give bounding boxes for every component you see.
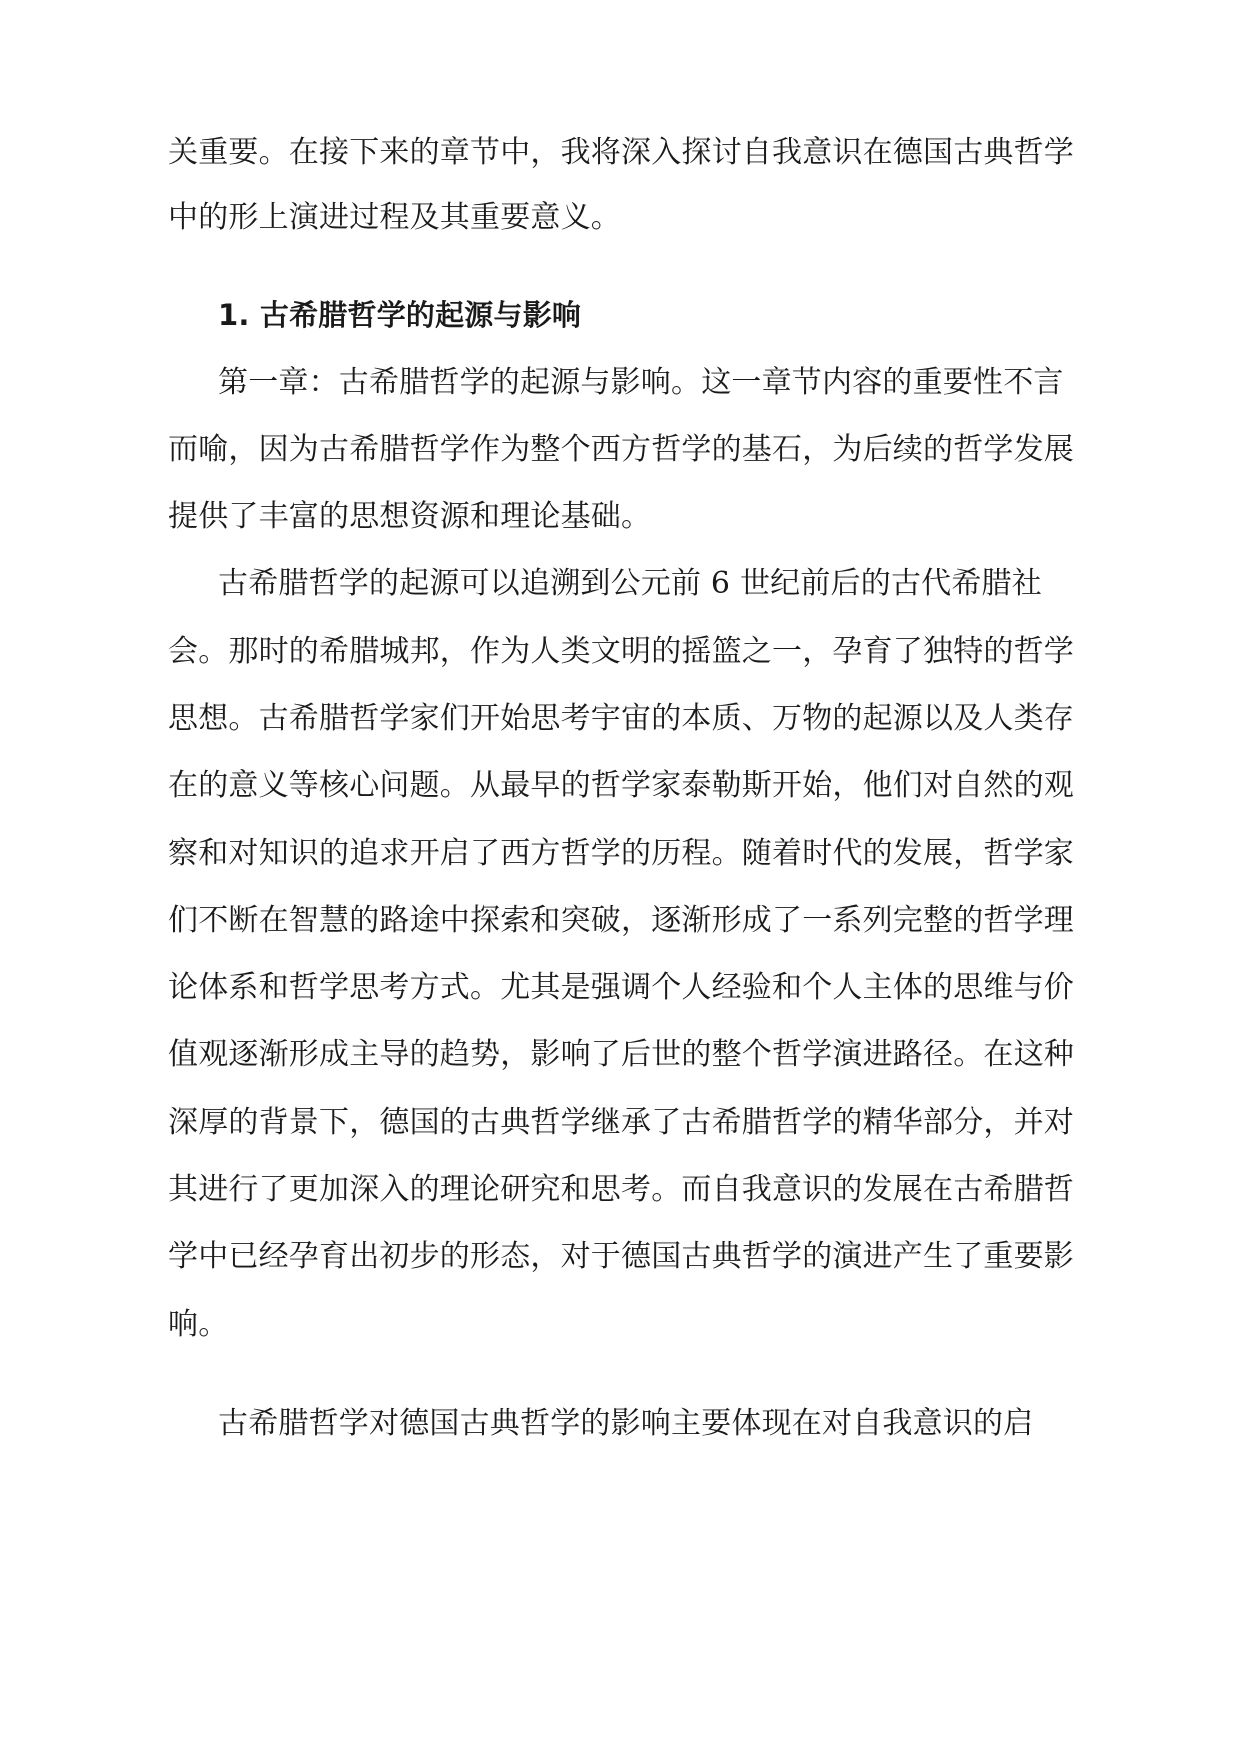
paragraph-line: 察和对知识的追求开启了西方哲学的历程。随着时代的发展，哲学家 — [168, 836, 1074, 871]
paragraph-line: 在的意义等核心问题。从最早的哲学家泰勒斯开始，他们对自然的观 — [168, 768, 1074, 803]
paragraph-line: 值观逐渐形成主导的趋势，影响了后世的整个哲学演进路径。在这种 — [168, 1037, 1074, 1072]
section-heading: 1. 古希腊哲学的起源与影响 — [218, 298, 582, 332]
paragraph-line: 们不断在智慧的路途中探索和突破，逐渐形成了一系列完整的哲学理 — [168, 903, 1074, 938]
paragraph-line: 提供了丰富的思想资源和理论基础。 — [168, 499, 652, 534]
paragraph-line: 论体系和哲学思考方式。尤其是强调个人经验和个人主体的思维与价 — [168, 970, 1074, 1005]
paragraph-line: 会。那时的希腊城邦，作为人类文明的摇篮之一，孕育了独特的哲学 — [168, 634, 1074, 669]
paragraph-line: 中的形上演进过程及其重要意义。 — [168, 200, 621, 235]
paragraph-line: 而喻，因为古希腊哲学作为整个西方哲学的基石，为后续的哲学发展 — [168, 432, 1074, 467]
paragraph-line: 第一章：古希腊哲学的起源与影响。这一章节内容的重要性不言 — [218, 365, 1064, 400]
paragraph-line: 深厚的背景下，德国的古典哲学继承了古希腊哲学的精华部分，并对 — [168, 1105, 1074, 1140]
paragraph-line: 学中已经孕育出初步的形态，对于德国古典哲学的演进产生了重要影 — [168, 1239, 1074, 1274]
paragraph-line: 古希腊哲学的起源可以追溯到公元前 6 世纪前后的古代希腊社 — [218, 566, 1042, 601]
paragraph-line: 其进行了更加深入的理论研究和思考。而自我意识的发展在古希腊哲 — [168, 1172, 1074, 1207]
paragraph-line: 关重要。在接下来的章节中，我将深入探讨自我意识在德国古典哲学 — [168, 135, 1074, 170]
paragraph-line: 响。 — [168, 1307, 229, 1342]
paragraph-line: 古希腊哲学对德国古典哲学的影响主要体现在对自我意识的启 — [218, 1406, 1034, 1441]
paragraph-line: 思想。古希腊哲学家们开始思考宇宙的本质、万物的起源以及人类存 — [168, 701, 1074, 736]
